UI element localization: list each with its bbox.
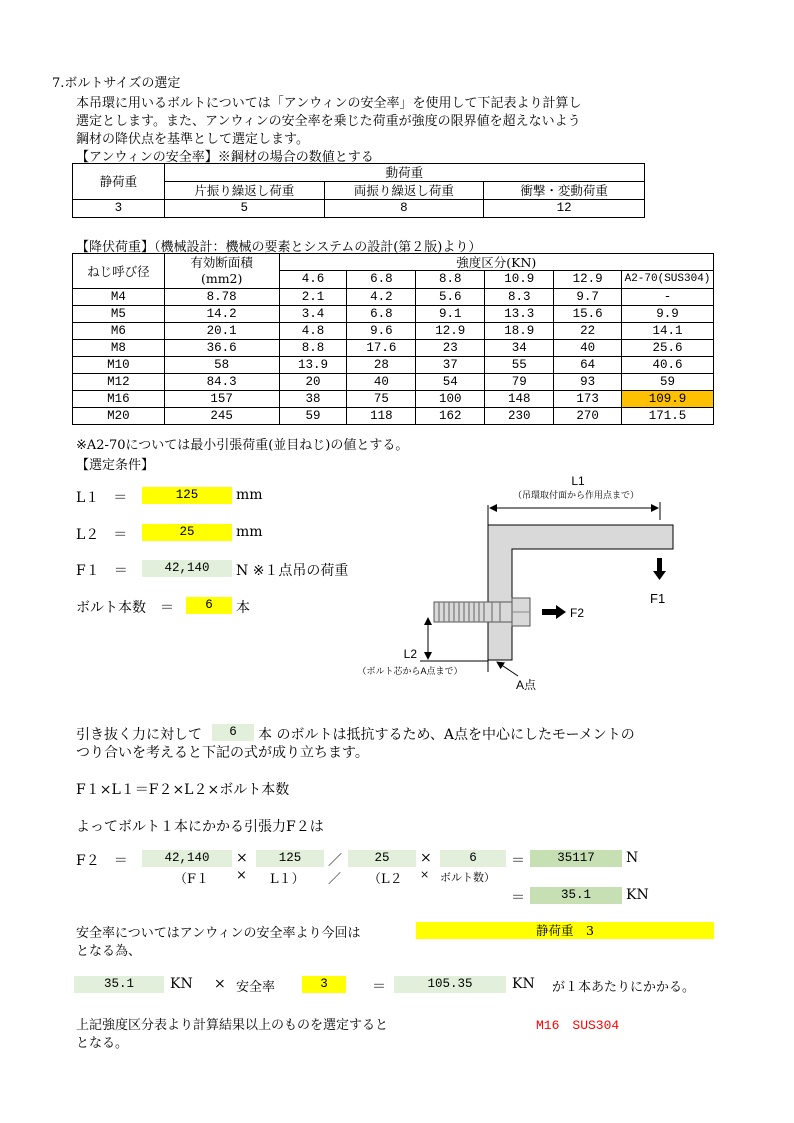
yield-area-value: 20.1 bbox=[164, 323, 279, 340]
yield-screw-size: M5 bbox=[73, 306, 165, 323]
yield-strength-value: 17.6 bbox=[347, 340, 416, 357]
section-title: 7.ボルトサイズの選定 bbox=[52, 76, 181, 91]
table-row bbox=[73, 357, 714, 374]
f2-result-kn: 35.1 bbox=[530, 887, 622, 904]
yield-strength-value: 171.5 bbox=[622, 408, 714, 425]
yield-strength-value: 9.9 bbox=[622, 306, 714, 323]
yield-area-header bbox=[164, 254, 279, 289]
a-point-arrow bbox=[497, 662, 518, 676]
yield-strength-value: 3.4 bbox=[279, 306, 347, 323]
yield-strength-value: 79 bbox=[485, 374, 554, 391]
table-row bbox=[73, 391, 714, 408]
yield-area-value: 245 bbox=[164, 408, 279, 425]
a-point-label: A点 bbox=[516, 678, 537, 692]
yield-area-value: 157 bbox=[164, 391, 279, 408]
yield-heading: 【降伏荷重】（機械設計：機械の要素とシステムの設計(第２版)より） bbox=[76, 240, 482, 255]
yield-strength-value: 40 bbox=[554, 340, 622, 357]
yield-area-value: 36.6 bbox=[164, 340, 279, 357]
intro-line-1: 本吊環に用いるボルトについては「アンウィンの安全率」を使用して下記表より計算し bbox=[76, 96, 582, 111]
table-row bbox=[73, 374, 714, 391]
yield-strength-value: 148 bbox=[485, 391, 554, 408]
f2-f1-value: 42,140 bbox=[142, 850, 232, 867]
f2-mul-1: × bbox=[236, 850, 248, 866]
f2-sub-l1: L１） bbox=[270, 872, 305, 887]
yield-note: ※A2-70については最小引張荷重(並目ねじ)の値とする。 bbox=[76, 438, 409, 453]
bolts-label: ボルト本数 ＝ bbox=[76, 600, 174, 616]
bolts-unit: 本 bbox=[236, 600, 250, 616]
yield-strength-value: 5.6 bbox=[416, 289, 485, 306]
safety-unit-1: KN bbox=[170, 976, 193, 992]
f1-arrow-head bbox=[653, 571, 666, 580]
yield-strength-value: 4.2 bbox=[347, 289, 416, 306]
yield-strength-value: 109.9 bbox=[622, 391, 714, 408]
conclusion-result: M16 SUS304 bbox=[536, 1018, 620, 1033]
f2-arrow-head bbox=[556, 605, 566, 619]
safety-text2: となる為、 bbox=[76, 944, 142, 959]
yield-strength-value: 6.8 bbox=[347, 306, 416, 323]
l1-label: L１ ＝ bbox=[76, 490, 128, 506]
unwin-value: 8 bbox=[324, 200, 484, 218]
conclusion-text2: となる。 bbox=[76, 1036, 129, 1051]
yield-area-header-line2: (mm2) bbox=[200, 271, 243, 286]
calc-text1-post: 本 のボルトは抵抗するため、A点を中心にしたモーメントの bbox=[258, 727, 635, 743]
calc-text1-pre: 引き抜く力に対して bbox=[76, 727, 202, 743]
l2-value: 25 bbox=[142, 524, 232, 541]
f2-eq-1: ＝ bbox=[511, 853, 525, 869]
yield-grade-header: A2-70(SUS304) bbox=[622, 271, 714, 289]
yield-strength-value: 22 bbox=[554, 323, 622, 340]
yield-strength-value: 40 bbox=[347, 374, 416, 391]
yield-strength-value: 15.6 bbox=[554, 306, 622, 323]
conditions-heading: 【選定条件】 bbox=[76, 458, 155, 473]
yield-strength-value: 13.3 bbox=[485, 306, 554, 323]
yield-strength-value: 13.9 bbox=[279, 357, 347, 374]
safety-mul: × bbox=[214, 976, 226, 992]
l1-unit: mm bbox=[236, 487, 263, 503]
unwin-value: 5 bbox=[164, 200, 324, 218]
l2-label: L２ ＝ bbox=[76, 527, 128, 543]
safety-tail: が１本あたりにかかる。 bbox=[552, 980, 696, 995]
l2-unit: mm bbox=[236, 524, 263, 540]
unwin-table bbox=[72, 163, 645, 218]
yield-strength-value: 38 bbox=[279, 391, 347, 408]
yield-strength-value: 8.3 bbox=[485, 289, 554, 306]
yield-strength-value: 14.1 bbox=[622, 323, 714, 340]
f2-result-n: 35117 bbox=[530, 850, 622, 867]
yield-strength-value: 118 bbox=[347, 408, 416, 425]
yield-strength-value: 28 bbox=[347, 357, 416, 374]
yield-screw-size: M6 bbox=[73, 323, 165, 340]
yield-strength-value: 2.1 bbox=[279, 289, 347, 306]
f2-mul-2: × bbox=[420, 850, 432, 866]
f1-dim-label: F1 bbox=[650, 591, 666, 606]
safety-factor-label: 安全率 bbox=[236, 980, 276, 995]
yield-strength-value: 25.6 bbox=[622, 340, 714, 357]
f2-sub-mul-2: × bbox=[420, 868, 430, 881]
table-row bbox=[73, 340, 714, 357]
unwin-heading: 【アンウィンの安全率】※鋼材の場合の数値とする bbox=[76, 150, 374, 165]
f2-sub-div: ／ bbox=[328, 872, 342, 887]
calc-text3: よってボルト１本にかかる引張力F２は bbox=[76, 819, 324, 835]
f2-div: ／ bbox=[328, 853, 342, 869]
yield-strength-value: 64 bbox=[554, 357, 622, 374]
yield-strength-value: 270 bbox=[554, 408, 622, 425]
yield-strength-value: 20 bbox=[279, 374, 347, 391]
yield-grade-header: 12.9 bbox=[554, 271, 622, 289]
unwin-dynamic-header: 動荷重 bbox=[164, 164, 644, 182]
safety-text1: 安全率についてはアンウィンの安全率より今回は bbox=[76, 926, 361, 941]
yield-area-value: 84.3 bbox=[164, 374, 279, 391]
yield-grade-header: 6.8 bbox=[347, 271, 416, 289]
table-row bbox=[73, 323, 714, 340]
moment-equation: F１×L１＝F２×L２×ボルト本数 bbox=[76, 782, 290, 798]
yield-strength-header: 強度区分(KN) bbox=[279, 254, 713, 271]
conclusion-text1: 上記強度区分表より計算結果以上のものを選定すると bbox=[76, 1018, 389, 1033]
safety-factor-value: 3 bbox=[302, 976, 346, 993]
yield-strength-value: 18.9 bbox=[485, 323, 554, 340]
yield-strength-value: 34 bbox=[485, 340, 554, 357]
unwin-value: 12 bbox=[484, 200, 645, 218]
f1-label: F１ ＝ bbox=[76, 563, 128, 579]
yield-screw-size: M8 bbox=[73, 340, 165, 357]
yield-strength-value: 9.1 bbox=[416, 306, 485, 323]
yield-strength-value: 9.7 bbox=[554, 289, 622, 306]
f1-arrow-shaft bbox=[657, 558, 662, 571]
bracket-shape bbox=[488, 525, 673, 660]
yield-area-header-line1: 有効断面積 bbox=[190, 255, 253, 270]
safety-eq: ＝ bbox=[372, 979, 386, 995]
table-row bbox=[73, 289, 714, 306]
yield-strength-value: 59 bbox=[279, 408, 347, 425]
intro-line-3: 鋼材の降伏点を基準として選定します。 bbox=[76, 132, 309, 147]
f2-arrow-shaft bbox=[542, 609, 556, 615]
unwin-col-header: 片振り繰返し荷重 bbox=[164, 182, 324, 200]
yield-screw-size: M10 bbox=[73, 357, 165, 374]
f2-bolts-value: 6 bbox=[440, 850, 506, 867]
yield-strength-value: 162 bbox=[416, 408, 485, 425]
unwin-col-header: 両振り繰返し荷重 bbox=[324, 182, 484, 200]
yield-strength-value: 55 bbox=[485, 357, 554, 374]
safety-unit-2: KN bbox=[512, 976, 535, 992]
yield-strength-value: 9.6 bbox=[347, 323, 416, 340]
l2-dim-note: （ボルト芯からA点まで） bbox=[357, 666, 463, 676]
yield-strength-value: 230 bbox=[485, 408, 554, 425]
f2-dim-label: F2 bbox=[570, 606, 585, 620]
yield-grade-header: 10.9 bbox=[485, 271, 554, 289]
f2-eq-2: ＝ bbox=[511, 890, 525, 906]
yield-strength-value: 100 bbox=[416, 391, 485, 408]
yield-strength-value: 54 bbox=[416, 374, 485, 391]
yield-strength-value: 93 bbox=[554, 374, 622, 391]
f2-sub-l2: （L２ bbox=[368, 872, 403, 887]
yield-screw-header: ねじ呼び径 bbox=[73, 254, 165, 289]
yield-table bbox=[72, 253, 714, 425]
yield-strength-value: 8.8 bbox=[279, 340, 347, 357]
yield-strength-value: 59 bbox=[622, 374, 714, 391]
calc-text2: つり合いを考えると下記の式が成り立ちます。 bbox=[76, 745, 369, 761]
table-row bbox=[73, 306, 714, 323]
unwin-static-header: 静荷重 bbox=[73, 164, 165, 200]
yield-screw-size: M20 bbox=[73, 408, 165, 425]
yield-strength-value: 23 bbox=[416, 340, 485, 357]
yield-strength-value: 40.6 bbox=[622, 357, 714, 374]
f2-l1-value: 125 bbox=[256, 850, 324, 867]
yield-screw-size: M12 bbox=[73, 374, 165, 391]
l1-dim-note: （吊環取付面から作用点まで） bbox=[512, 490, 640, 500]
f2-unit-kn: KN bbox=[626, 887, 649, 903]
l1-value: 125 bbox=[142, 487, 232, 504]
bolts-value: 6 bbox=[186, 597, 232, 614]
safety-factor-box: 静荷重 3 bbox=[416, 922, 714, 939]
yield-strength-value: - bbox=[622, 289, 714, 306]
f1-unit: N ※１点吊の荷重 bbox=[236, 563, 349, 579]
yield-screw-size: M16 bbox=[73, 391, 165, 408]
yield-strength-value: 173 bbox=[554, 391, 622, 408]
f2-label: F２ ＝ bbox=[76, 853, 128, 869]
yield-strength-value: 12.9 bbox=[416, 323, 485, 340]
yield-strength-value: 4.8 bbox=[279, 323, 347, 340]
yield-strength-value: 75 bbox=[347, 391, 416, 408]
unwin-value: 3 bbox=[73, 200, 165, 218]
l1-dim-label: L1 bbox=[571, 474, 585, 488]
yield-area-value: 58 bbox=[164, 357, 279, 374]
yield-strength-value: 37 bbox=[416, 357, 485, 374]
safety-result-value: 105.35 bbox=[394, 976, 506, 993]
f1-value: 42,140 bbox=[142, 560, 232, 577]
f2-l2-value: 25 bbox=[348, 850, 416, 867]
l2-dim-label: L2 bbox=[403, 647, 417, 661]
yield-grade-header: 8.8 bbox=[416, 271, 485, 289]
f2-sub-f1: （F１ bbox=[174, 872, 210, 887]
yield-grade-header: 4.6 bbox=[279, 271, 347, 289]
bracket-diagram bbox=[340, 460, 720, 710]
yield-area-value: 14.2 bbox=[164, 306, 279, 323]
bolt-icon bbox=[434, 598, 530, 626]
unwin-col-header: 衝撃・変動荷重 bbox=[484, 182, 645, 200]
table-row bbox=[73, 408, 714, 425]
safety-load-value: 35.1 bbox=[74, 976, 164, 993]
intro-line-2: 選定とします。また、アンウィンの安全率を乗じた荷重が強度の限界値を超えないよう bbox=[76, 114, 581, 129]
f2-sub-mul-1: × bbox=[236, 868, 247, 883]
yield-screw-size: M4 bbox=[73, 289, 165, 306]
f2-unit-n: N bbox=[626, 850, 639, 866]
f2-sub-bolts: ボルト数） bbox=[440, 871, 495, 884]
yield-area-value: 8.78 bbox=[164, 289, 279, 306]
calc-bolts-value: 6 bbox=[212, 724, 254, 741]
